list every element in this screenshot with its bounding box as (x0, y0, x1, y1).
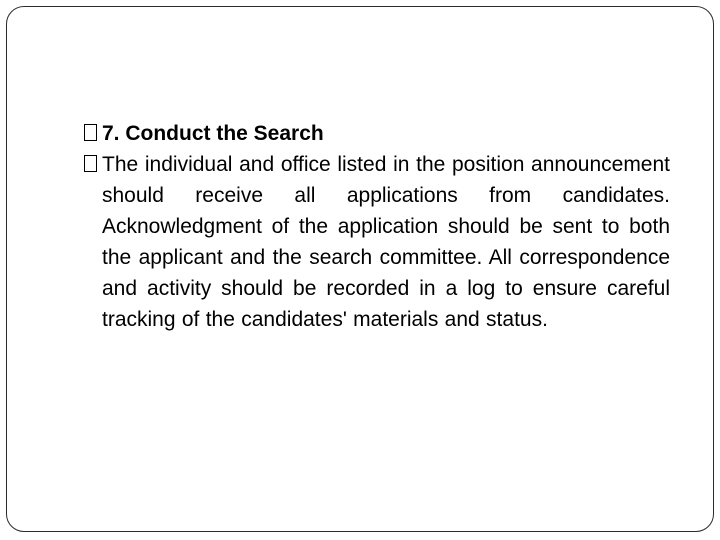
slide-body-text: The individual and office listed in the position announcement should receive all applications from candidates. Acknowledgment of the application should be sent to both the applicant and the search committee. All correspondence and activity should be recorded in a log to ensure careful tracking of the candidates' materials and status. (102, 153, 670, 331)
bullet-box-icon (84, 124, 97, 141)
slide-heading: 7. Conduct the Search (102, 122, 324, 145)
slide-content (84, 118, 670, 335)
body-bullet (84, 149, 670, 335)
bullet-box-icon (84, 155, 97, 172)
heading-bullet (84, 118, 670, 149)
